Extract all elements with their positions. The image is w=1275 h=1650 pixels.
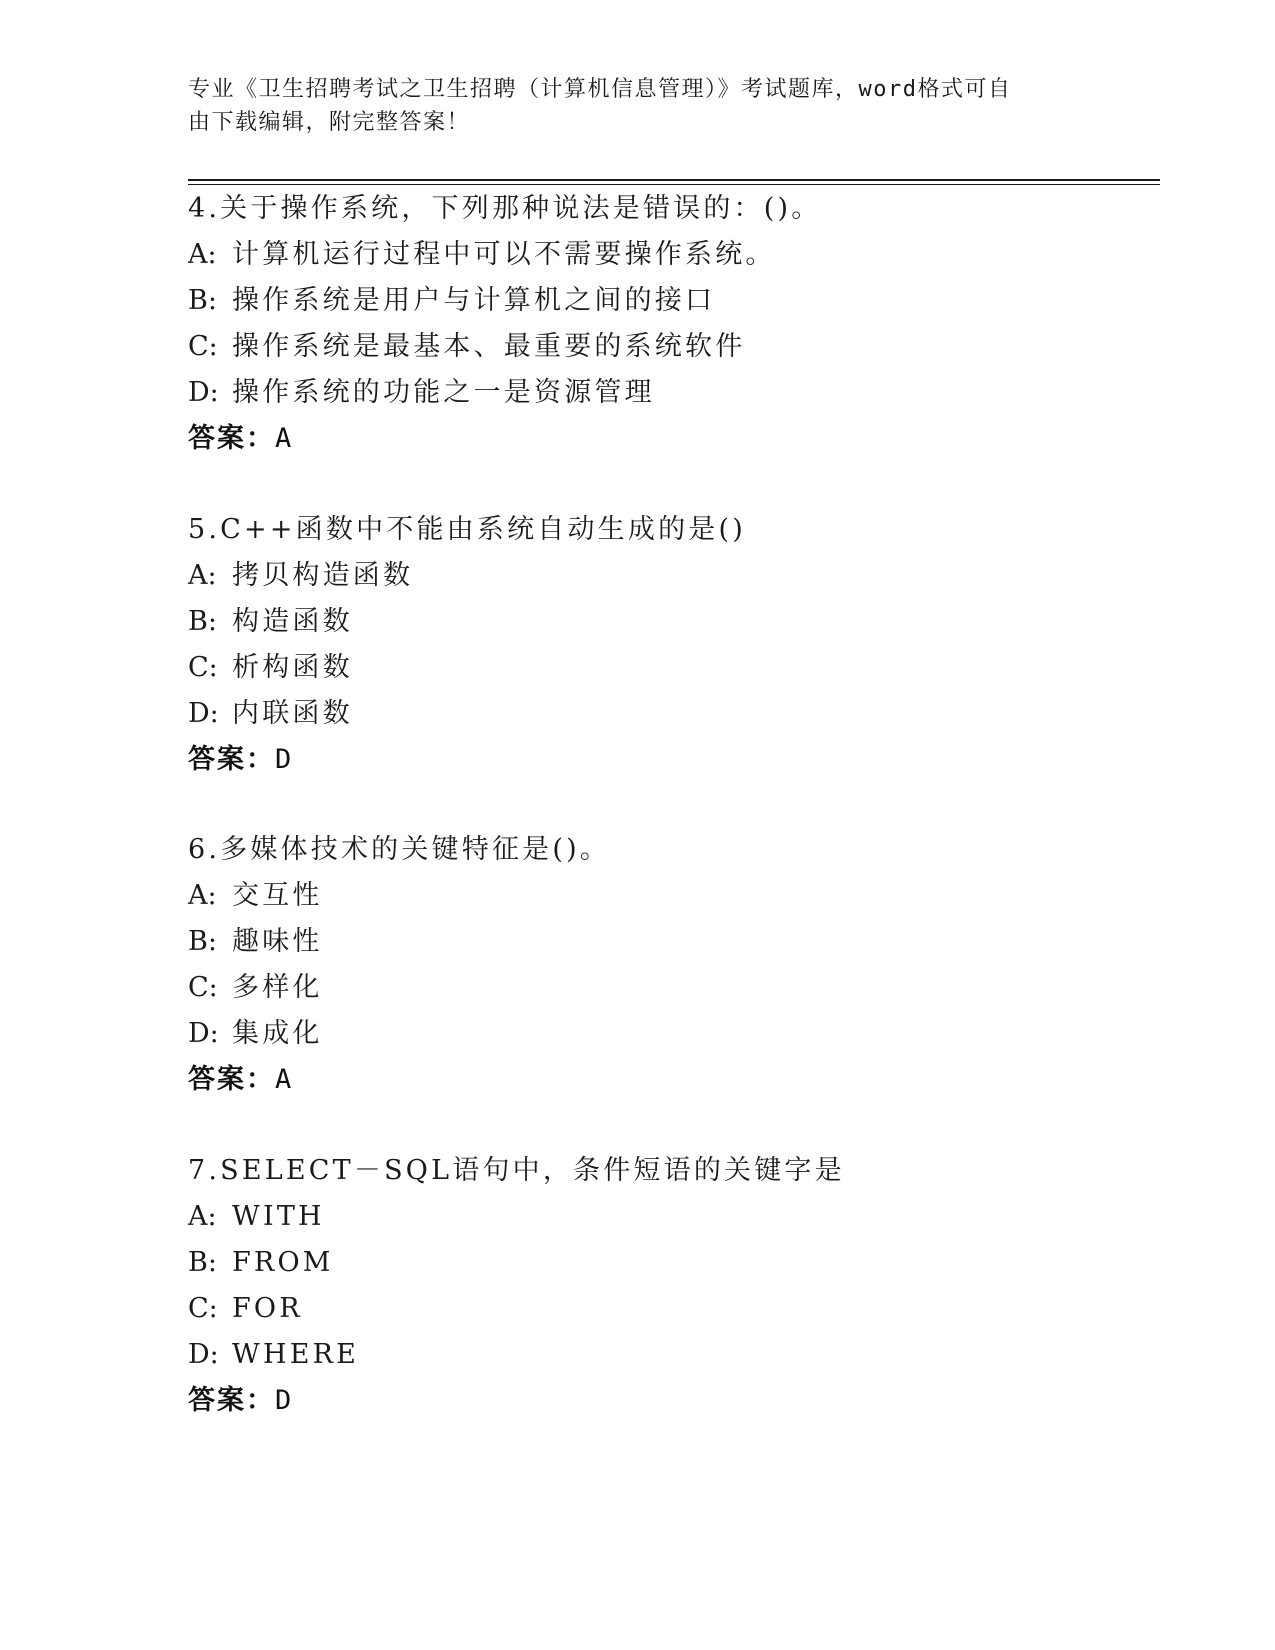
header-divider-thin: [188, 184, 1160, 185]
option-letter: A:: [188, 1201, 217, 1232]
answer-line: [188, 1378, 1168, 1424]
answer-label: 答案：: [188, 1064, 275, 1095]
answer-label: 答案：: [188, 744, 275, 775]
option-a: [188, 873, 1168, 919]
answer-value: A: [275, 423, 294, 454]
option-letter: B:: [188, 285, 217, 316]
question-block: [188, 827, 1168, 1103]
document-header: [188, 73, 1078, 139]
option-text: 集成化: [232, 1018, 323, 1049]
question-title: 5.C++函数中不能由系统自动生成的是(): [188, 514, 746, 545]
option-letter: D:: [188, 698, 219, 729]
option-text: 拷贝构造函数: [232, 560, 414, 591]
question-block: [188, 507, 1168, 783]
option-a: [188, 1194, 1168, 1240]
option-text: FOR: [232, 1293, 303, 1324]
option-a: [188, 553, 1168, 599]
option-text: 构造函数: [232, 606, 353, 637]
option-text: WITH: [232, 1201, 325, 1232]
answer-value: D: [275, 1385, 294, 1416]
option-text: 趣味性: [232, 926, 323, 957]
option-c: [188, 324, 1168, 370]
option-d: [188, 370, 1168, 416]
option-letter: C:: [188, 972, 218, 1003]
option-text: 内联函数: [232, 698, 353, 729]
answer-value: A: [275, 1064, 294, 1095]
question-title: 6.多媒体技术的关键特征是()。: [188, 834, 611, 865]
option-letter: B:: [188, 606, 217, 637]
option-letter: C:: [188, 652, 218, 683]
answer-value: D: [275, 744, 294, 775]
option-text: 多样化: [232, 972, 323, 1003]
header-divider-thick: [188, 179, 1160, 181]
option-text: WHERE: [232, 1339, 360, 1370]
answer-label: 答案：: [188, 1385, 275, 1416]
answer-label: 答案：: [188, 423, 275, 454]
option-d: [188, 691, 1168, 737]
option-c: [188, 965, 1168, 1011]
option-text: 交互性: [232, 880, 323, 911]
option-letter: C:: [188, 331, 218, 362]
option-text: 计算机运行过程中可以不需要操作系统。: [232, 239, 776, 270]
option-letter: A:: [188, 880, 217, 911]
option-b: [188, 1240, 1168, 1286]
option-c: [188, 645, 1168, 691]
option-b: [188, 278, 1168, 324]
option-text: 操作系统是用户与计算机之间的接口: [232, 285, 716, 316]
answer-line: [188, 1057, 1168, 1103]
option-text: 析构函数: [232, 652, 353, 683]
option-letter: B:: [188, 926, 217, 957]
option-text: 操作系统的功能之一是资源管理: [232, 377, 655, 408]
option-letter: A:: [188, 239, 217, 270]
answer-line: [188, 416, 1168, 462]
option-a: [188, 232, 1168, 278]
option-b: [188, 919, 1168, 965]
option-letter: D:: [188, 1018, 219, 1049]
option-b: [188, 599, 1168, 645]
option-letter: C:: [188, 1293, 218, 1324]
option-c: [188, 1286, 1168, 1332]
option-d: [188, 1332, 1168, 1378]
option-letter: A:: [188, 560, 217, 591]
option-text: FROM: [232, 1247, 334, 1278]
question-title: 4.关于操作系统，下列那种说法是错误的：()。: [188, 193, 822, 224]
question-title: 7.SELECT－SQL语句中，条件短语的关键字是: [188, 1155, 845, 1186]
option-text: 操作系统是最基本、最重要的系统软件: [232, 331, 746, 362]
answer-line: [188, 737, 1168, 783]
header-line-2: 由下载编辑，附完整答案！: [188, 110, 471, 135]
question-block: [188, 1148, 1168, 1424]
option-letter: D:: [188, 1339, 219, 1370]
option-letter: D:: [188, 377, 219, 408]
option-d: [188, 1011, 1168, 1057]
option-letter: B:: [188, 1247, 217, 1278]
header-line-1: 专业《卫生招聘考试之卫生招聘（计算机信息管理）》考试题库，word格式可自: [188, 77, 1012, 102]
question-block: [188, 186, 1168, 462]
